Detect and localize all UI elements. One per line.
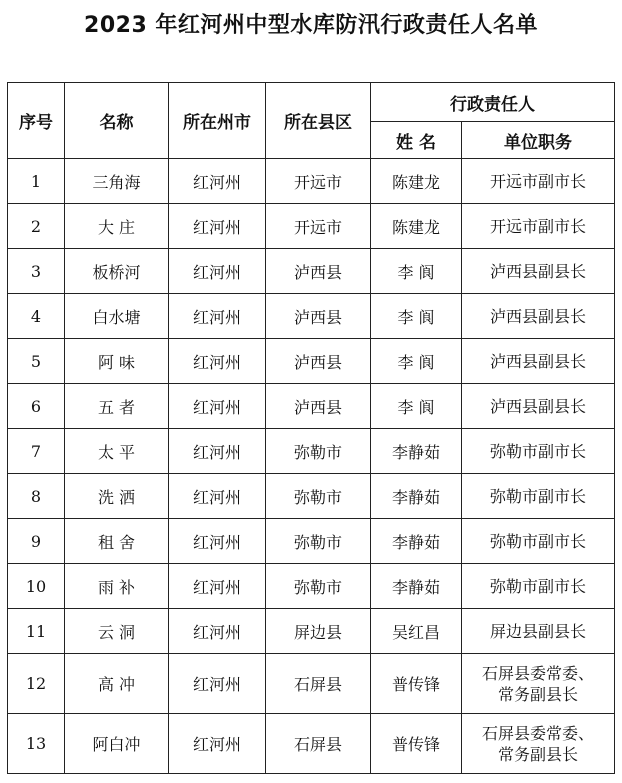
cell-prefecture: 红河州 bbox=[169, 564, 266, 609]
cell-position: 弥勒市副市长 bbox=[462, 564, 615, 609]
cell-reservoir-name: 高 冲 bbox=[65, 654, 169, 714]
cell-seq: 8 bbox=[8, 474, 65, 519]
table-row bbox=[8, 384, 615, 429]
cell-seq: 3 bbox=[8, 249, 65, 294]
cell-seq: 2 bbox=[8, 204, 65, 249]
cell-position: 开远市副市长 bbox=[462, 204, 615, 249]
cell-reservoir-name: 太 平 bbox=[65, 429, 169, 474]
cell-position: 泸西县副县长 bbox=[462, 384, 615, 429]
cell-county: 石屏县 bbox=[266, 714, 371, 774]
cell-position: 石屏县委常委、 常务副县长 bbox=[462, 654, 615, 714]
cell-prefecture: 红河州 bbox=[169, 429, 266, 474]
cell-county: 泸西县 bbox=[266, 339, 371, 384]
cell-county: 泸西县 bbox=[266, 294, 371, 339]
cell-person-name: 普传锋 bbox=[371, 714, 462, 774]
cell-seq: 13 bbox=[8, 714, 65, 774]
cell-reservoir-name: 租 舍 bbox=[65, 519, 169, 564]
cell-person-name: 李静茹 bbox=[371, 564, 462, 609]
cell-position: 石屏县委常委、 常务副县长 bbox=[462, 714, 615, 774]
cell-prefecture: 红河州 bbox=[169, 714, 266, 774]
cell-person-name: 吴红昌 bbox=[371, 609, 462, 654]
cell-county: 弥勒市 bbox=[266, 429, 371, 474]
cell-county: 弥勒市 bbox=[266, 474, 371, 519]
table-row bbox=[8, 654, 615, 714]
cell-reservoir-name: 五 者 bbox=[65, 384, 169, 429]
cell-county: 开远市 bbox=[266, 159, 371, 204]
cell-prefecture: 红河州 bbox=[169, 654, 266, 714]
cell-seq: 7 bbox=[8, 429, 65, 474]
table-row bbox=[8, 339, 615, 384]
table-row bbox=[8, 204, 615, 249]
cell-prefecture: 红河州 bbox=[169, 609, 266, 654]
cell-prefecture: 红河州 bbox=[169, 384, 266, 429]
cell-reservoir-name: 雨 补 bbox=[65, 564, 169, 609]
header-seq: 序号 bbox=[8, 83, 65, 159]
cell-seq: 4 bbox=[8, 294, 65, 339]
cell-person-name: 李 阆 bbox=[371, 339, 462, 384]
table-row bbox=[8, 519, 615, 564]
cell-prefecture: 红河州 bbox=[169, 339, 266, 384]
cell-person-name: 陈建龙 bbox=[371, 159, 462, 204]
table-row bbox=[8, 249, 615, 294]
cell-reservoir-name: 三角海 bbox=[65, 159, 169, 204]
cell-seq: 11 bbox=[8, 609, 65, 654]
cell-reservoir-name: 云 洞 bbox=[65, 609, 169, 654]
cell-reservoir-name: 白水塘 bbox=[65, 294, 169, 339]
table-row bbox=[8, 474, 615, 519]
reservoir-responsibility-table bbox=[7, 82, 615, 774]
header-county: 所在县区 bbox=[266, 83, 371, 159]
cell-position: 开远市副市长 bbox=[462, 159, 615, 204]
table-row bbox=[8, 714, 615, 774]
cell-county: 泸西县 bbox=[266, 249, 371, 294]
cell-person-name: 李 阆 bbox=[371, 294, 462, 339]
cell-position: 屏边县副县长 bbox=[462, 609, 615, 654]
cell-position: 弥勒市副市长 bbox=[462, 519, 615, 564]
header-name: 名称 bbox=[65, 83, 169, 159]
cell-seq: 10 bbox=[8, 564, 65, 609]
cell-person-name: 李 阆 bbox=[371, 249, 462, 294]
header-prefecture: 所在州市 bbox=[169, 83, 266, 159]
cell-prefecture: 红河州 bbox=[169, 474, 266, 519]
cell-county: 屏边县 bbox=[266, 609, 371, 654]
cell-county: 弥勒市 bbox=[266, 519, 371, 564]
cell-county: 石屏县 bbox=[266, 654, 371, 714]
cell-person-name: 李静茹 bbox=[371, 519, 462, 564]
cell-seq: 9 bbox=[8, 519, 65, 564]
header-responsible: 行政责任人 bbox=[371, 83, 615, 122]
cell-seq: 12 bbox=[8, 654, 65, 714]
cell-reservoir-name: 板桥河 bbox=[65, 249, 169, 294]
cell-prefecture: 红河州 bbox=[169, 249, 266, 294]
document-title: 2023 年红河州中型水库防汛行政责任人名单 bbox=[84, 13, 538, 38]
cell-seq: 5 bbox=[8, 339, 65, 384]
cell-position: 泸西县副县长 bbox=[462, 249, 615, 294]
cell-seq: 1 bbox=[8, 159, 65, 204]
table-row bbox=[8, 429, 615, 474]
table-body bbox=[8, 159, 615, 774]
cell-prefecture: 红河州 bbox=[169, 294, 266, 339]
header-position: 单位职务 bbox=[462, 122, 615, 159]
table-row bbox=[8, 294, 615, 339]
cell-prefecture: 红河州 bbox=[169, 159, 266, 204]
table-row bbox=[8, 159, 615, 204]
cell-reservoir-name: 洗 洒 bbox=[65, 474, 169, 519]
cell-person-name: 陈建龙 bbox=[371, 204, 462, 249]
table-row bbox=[8, 564, 615, 609]
cell-county: 泸西县 bbox=[266, 384, 371, 429]
cell-person-name: 李静茹 bbox=[371, 429, 462, 474]
cell-reservoir-name: 大 庄 bbox=[65, 204, 169, 249]
cell-position: 弥勒市副市长 bbox=[462, 429, 615, 474]
cell-reservoir-name: 阿白冲 bbox=[65, 714, 169, 774]
cell-person-name: 普传锋 bbox=[371, 654, 462, 714]
cell-prefecture: 红河州 bbox=[169, 519, 266, 564]
cell-position: 泸西县副县长 bbox=[462, 294, 615, 339]
cell-county: 开远市 bbox=[266, 204, 371, 249]
cell-county: 弥勒市 bbox=[266, 564, 371, 609]
cell-person-name: 李静茹 bbox=[371, 474, 462, 519]
cell-seq: 6 bbox=[8, 384, 65, 429]
cell-reservoir-name: 阿 味 bbox=[65, 339, 169, 384]
header-person-name: 姓 名 bbox=[371, 122, 462, 159]
table-row bbox=[8, 609, 615, 654]
cell-position: 弥勒市副市长 bbox=[462, 474, 615, 519]
cell-prefecture: 红河州 bbox=[169, 204, 266, 249]
cell-person-name: 李 阆 bbox=[371, 384, 462, 429]
cell-position: 泸西县副县长 bbox=[462, 339, 615, 384]
